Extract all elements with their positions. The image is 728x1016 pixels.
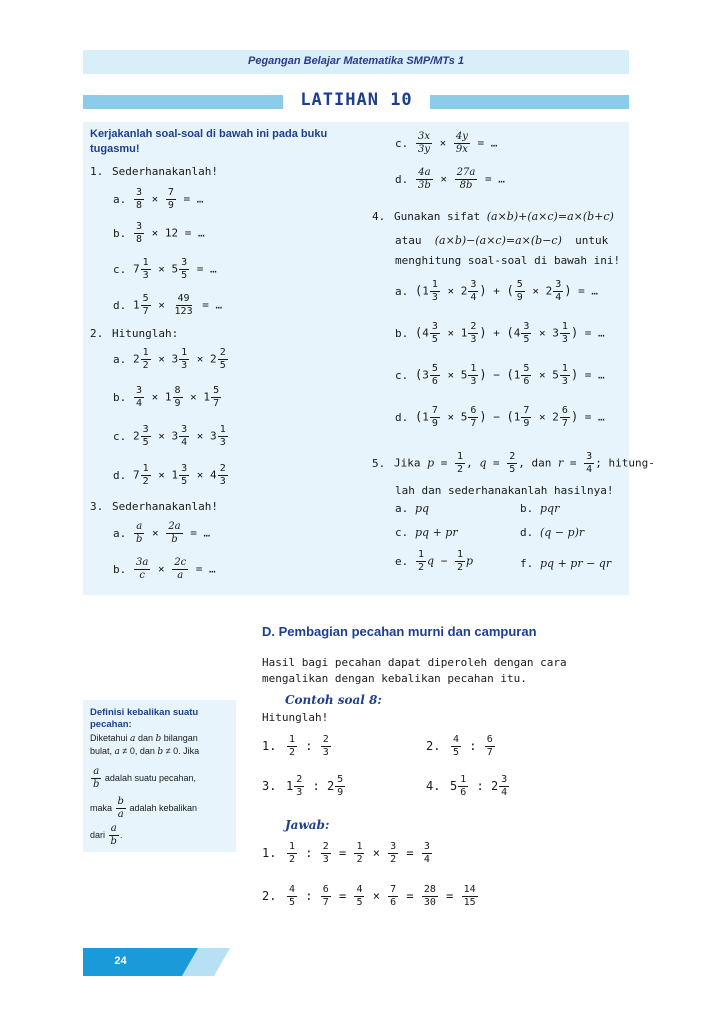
q4-c: c. (3 $\frac{5}{6}$ × 5 $\frac{1}{3}$ ) − (1 $\frac{5}{6}$ × 5 $\frac{1}{3}$ ) = … xyxy=(395,363,605,387)
q5-d: d. (q − p)r xyxy=(520,526,585,539)
instructions: Kerjakanlah soal-soal di bawah ini pada buku tugasmu! xyxy=(90,128,328,155)
q3-b: b. $\frac{3a}{c}$ × $\frac{2c}{a}$ = … xyxy=(113,557,216,581)
example-title: Contoh soal 8: xyxy=(285,693,382,707)
answer-1: 1. $\frac{1}{2}$ : $\frac{2}{3}$ = $\frac{1}{2}$ × $\frac{3}{2}$ = $\frac{3}{4}$ xyxy=(262,841,430,865)
exercise-title: LATIHAN 10 xyxy=(300,90,413,110)
q5-b: b. pqr xyxy=(520,502,560,515)
definition-title: Definisi kebalikan suatu pecahan: xyxy=(90,707,199,730)
example-2: 2. $\frac{4}{5}$ : $\frac{6}{7}$ xyxy=(426,734,493,758)
q4-d: d. (1 $\frac{7}{9}$ × 5 $\frac{6}{7}$ ) − (1 $\frac{7}{9}$ × 2 $\frac{6}{7}$ ) = … xyxy=(395,405,605,429)
question-2: 2. Hitunglah: xyxy=(90,327,179,340)
title-bar-right xyxy=(430,95,629,109)
question-5: 5. Jika p = $\frac{1}{2}$ , q = $\frac{2}{5}$ , dan r = $\frac{3}{4}$ ; hitung- xyxy=(372,451,655,475)
q5-line2: lah dan sederhanakanlah hasilnya! xyxy=(395,484,614,497)
definition-line-1: Diketahui a dan b bilangan xyxy=(90,733,198,744)
q2-a: a. 2 $\frac{1}{2}$ × 3 $\frac{1}{3}$ × 2 $\frac{2}{5}$ xyxy=(113,347,226,371)
definition-line-2: bulat, a ≠ 0, dan b ≠ 0. Jika xyxy=(90,746,200,757)
section-title: D. Pembagian pecahan murni dan campuran xyxy=(262,624,537,639)
definition-line-5: dari $\frac{a}{b}$ . xyxy=(90,823,123,847)
definition-line-3: $\frac{a}{b}$ adalah suatu pecahan, xyxy=(93,766,196,790)
q4-b: b. (4 $\frac{3}{5}$ × 1 $\frac{2}{3}$ ) + (4 $\frac{3}{5}$ × 3 $\frac{1}{3}$ ) = … xyxy=(395,321,605,345)
q2-b: b. $\frac{3}{4}$ × 1 $\frac{8}{9}$ × 1 $\frac{5}{7}$ xyxy=(113,385,220,409)
q4-line3: menghitung soal-soal di bawah ini! xyxy=(395,254,621,267)
q5-a: a. pq xyxy=(395,502,430,515)
example-instruction: Hitunglah! xyxy=(262,711,329,724)
q1-c: c. 7 $\frac{1}{3}$ × 5 $\frac{3}{5}$ = … xyxy=(113,257,217,281)
answer-2: 2. $\frac{4}{5}$ : $\frac{6}{7}$ = $\frac{4}{5}$ × $\frac{7}{6}$ = $\frac{28}{30}$ = $\frac{14}{15}$ xyxy=(262,884,476,908)
example-3: 3. 1 $\frac{2}{3}$ : 2 $\frac{5}{9}$ xyxy=(262,774,344,798)
question-1: 1. Sederhanakanlah! xyxy=(90,165,218,178)
page-number: 24 xyxy=(114,955,127,967)
q1-a: a. $\frac{3}{8}$ × $\frac{7}{9}$ = … xyxy=(113,187,204,211)
q1-b: b. $\frac{3}{8}$ × 12 = … xyxy=(113,221,205,245)
question-3: 3. Sederhanakanlah! xyxy=(90,500,218,513)
q5-c: c. pq + pr xyxy=(395,526,458,539)
definition-line-4: maka $\frac{b}{a}$ adalah kebalikan xyxy=(90,796,198,820)
q3-a: a. $\frac{a}{b}$ × $\frac{2a}{b}$ = … xyxy=(113,521,211,545)
q1-d: d. 1 $\frac{5}{7}$ × $\frac{49}{123}$ = … xyxy=(113,293,223,317)
question-4: 4. Gunakan sifat (a×b)+(a×c)=a×(b+c) xyxy=(372,210,614,223)
title-bar-left xyxy=(83,95,283,109)
example-4: 4. 5 $\frac{1}{6}$ : 2 $\frac{3}{4}$ xyxy=(426,774,508,798)
answer-title: Jawab: xyxy=(285,818,330,832)
q5-f: f. pq + pr − qr xyxy=(520,557,612,570)
example-1: 1. $\frac{1}{2}$ : $\frac{2}{3}$ xyxy=(262,734,329,758)
q2-d: d. 7 $\frac{1}{2}$ × 1 $\frac{3}{5}$ × 4 $\frac{2}{3}$ xyxy=(113,463,226,487)
q5-e: e. $\frac{1}{2}$ q − $\frac{1}{2}$ p xyxy=(395,549,474,573)
q3-c: c. $\frac{3x}{3y}$ × $\frac{4y}{9x}$ = … xyxy=(395,131,498,155)
q4-a: a. (1 $\frac{1}{3}$ × 2 $\frac{3}{4}$ ) + ( $\frac{5}{9}$ × 2 $\frac{3}{4}$ ) = … xyxy=(395,279,599,303)
section-paragraph: Hasil bagi pecahan dapat diperoleh dengan cara mengalikan dengan kebalikan pecahan itu. xyxy=(262,656,567,685)
running-header: Pegangan Belajar Matematika SMP/MTs 1 xyxy=(248,55,464,67)
q2-c: c. 2 $\frac{3}{5}$ × 3 $\frac{3}{4}$ × 3 $\frac{1}{3}$ xyxy=(113,424,226,448)
q4-line2: atau (a×b)−(a×c)=a×(b−c) untuk xyxy=(395,234,609,247)
q3-d: d. $\frac{4a}{3b}$ × $\frac{27a}{8b}$ = … xyxy=(395,167,505,191)
